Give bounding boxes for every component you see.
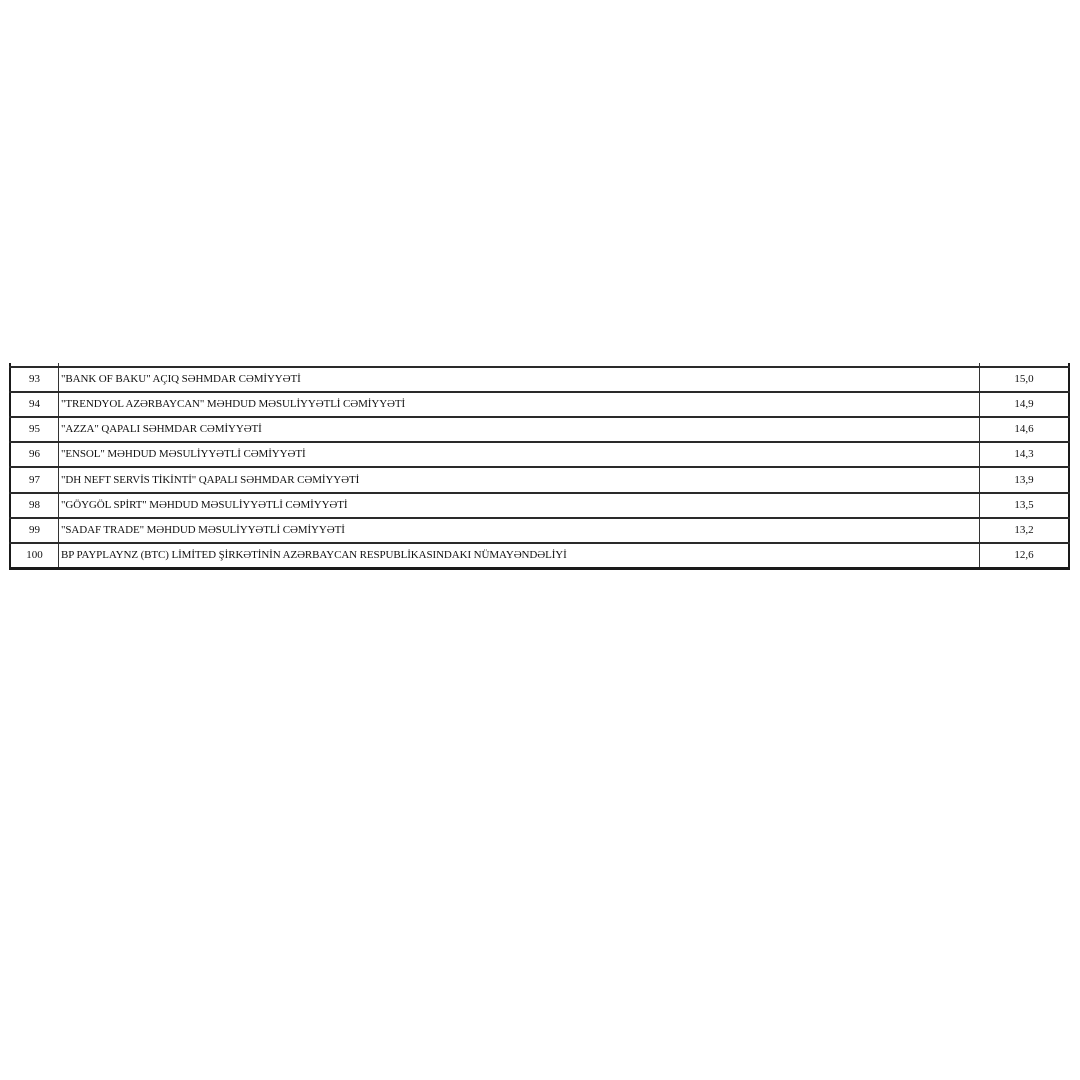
table-row [10, 467, 1069, 492]
table-row [10, 442, 1069, 467]
table-row [10, 518, 1069, 543]
table-row [10, 367, 1069, 392]
table-row [10, 493, 1069, 518]
table-row [10, 543, 1069, 569]
company-name: "DH NEFT SERVİS TİKİNTİ" QAPALI SƏHMDAR CƏMİYYƏTİ [59, 467, 980, 492]
row-number: 97 [10, 467, 59, 492]
row-number: 98 [10, 493, 59, 518]
row-number: 100 [10, 543, 59, 569]
table-row [10, 417, 1069, 442]
row-value: 14,9 [980, 392, 1070, 417]
row-value: 13,9 [980, 467, 1070, 492]
company-name: "GÖYGÖL SPİRT" MƏHDUD MƏSULİYYƏTLİ CƏMİYYƏTİ [59, 493, 980, 518]
company-name: "ENSOL" MƏHDUD MƏSULİYYƏTLİ CƏMİYYƏTİ [59, 442, 980, 467]
row-value: 14,6 [980, 417, 1070, 442]
row-value: 15,0 [980, 367, 1070, 392]
table-row [10, 392, 1069, 417]
ranking-table [9, 363, 1070, 570]
row-value: 14,3 [980, 442, 1070, 467]
company-name: "TRENDYOL AZƏRBAYCAN" MƏHDUD MƏSULİYYƏTLİ CƏMİYYƏTİ [59, 392, 980, 417]
company-name: "SADAF TRADE" MƏHDUD MƏSULİYYƏTLİ CƏMİYYƏTİ [59, 518, 980, 543]
company-name: "AZZA" QAPALI SƏHMDAR CƏMİYYƏTİ [59, 417, 980, 442]
row-number: 94 [10, 392, 59, 417]
company-name: "BANK OF BAKU" AÇIQ SƏHMDAR CƏMİYYƏTİ [59, 367, 980, 392]
row-value: 13,2 [980, 518, 1070, 543]
row-number: 93 [10, 367, 59, 392]
company-name: BP PAYPLAYNZ (BTC) LİMİTED ŞİRKƏTİNİN AZƏRBAYCAN RESPUBLİKASINDAKI NÜMAYƏNDƏLİYİ [59, 543, 980, 569]
row-value: 13,5 [980, 493, 1070, 518]
row-number: 95 [10, 417, 59, 442]
row-number: 99 [10, 518, 59, 543]
row-number: 96 [10, 442, 59, 467]
row-value: 12,6 [980, 543, 1070, 569]
